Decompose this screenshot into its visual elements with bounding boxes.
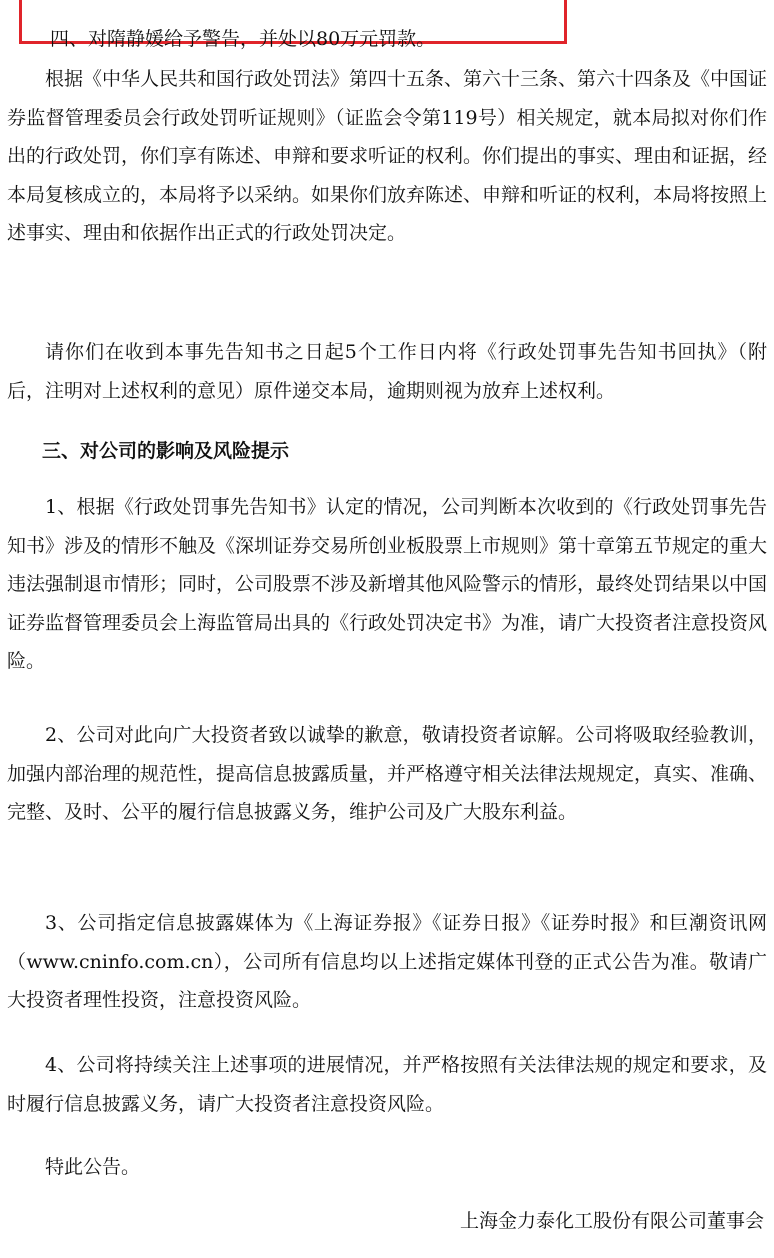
list-item-4: 4、公司将持续关注上述事项的进展情况，并严格按照有关法律法规的规定和要求，及时履行信息披露义务，请广大投资者注意投资风险。: [7, 1054, 767, 1115]
list-item-3: 3、公司指定信息披露媒体为《上海证券报》《证券日报》《证券时报》和巨潮资讯网（www.cninfo.com.cn），公司所有信息均以上述指定媒体刊登的正式公告为准。敬请广大投资者理性投资，注意投资风险。: [7, 912, 767, 1011]
section-heading: 三、对公司的影响及风险提示: [42, 440, 290, 462]
highlighted-penalty-text: 四、对隋静媛给予警告，并处以80万元罚款。: [50, 28, 436, 50]
list-item-2: 2、公司对此向广大投资者致以诚挚的歉意，敬请投资者谅解。公司将吸取经验教训，加强内部治理的规范性，提高信息披露质量，并严格遵守相关法律法规规定，真实、准确、完整、及时、公平的履行信息披露义务，维护公司及广大股东利益。: [7, 724, 768, 823]
signature: 上海金力泰化工股份有限公司董事会: [459, 1210, 764, 1232]
paragraph-rights: 根据《中华人民共和国行政处罚法》第四十五条、第六十三条、第六十四条及《中国证券监督管理委员会行政处罚听证规则》（证监会令第119号）相关规定，就本局拟对你们作出的行政处罚，你们享有陈述、申辩和要求听证的权利。你们提出的事实、理由和证据，经本局复核成立的，本局将予以采纳。如果你们放弃陈述、申辩和听证的权利，本局将按照上述事实、理由和依据作出正式的行政处罚决定。: [7, 68, 768, 244]
list-item-1: 1、根据《行政处罚事先告知书》认定的情况，公司判断本次收到的《行政处罚事先告知书》涉及的情形不触及《深圳证券交易所创业板股票上市规则》第十章第五节规定的重大违法强制退市情形；同时，公司股票不涉及新增其他风险警示的情形，最终处罚结果以中国证券监督管理委员会上海监管局出具的《行政处罚决定书》为准，请广大投资者注意投资风险。: [7, 496, 768, 672]
closing-text: 特此公告。: [45, 1156, 141, 1178]
paragraph-deadline: 请你们在收到本事先告知书之日起5个工作日内将《行政处罚事先告知书回执》（附后，注明对上述权利的意见）原件递交本局，逾期则视为放弃上述权利。: [7, 341, 767, 402]
